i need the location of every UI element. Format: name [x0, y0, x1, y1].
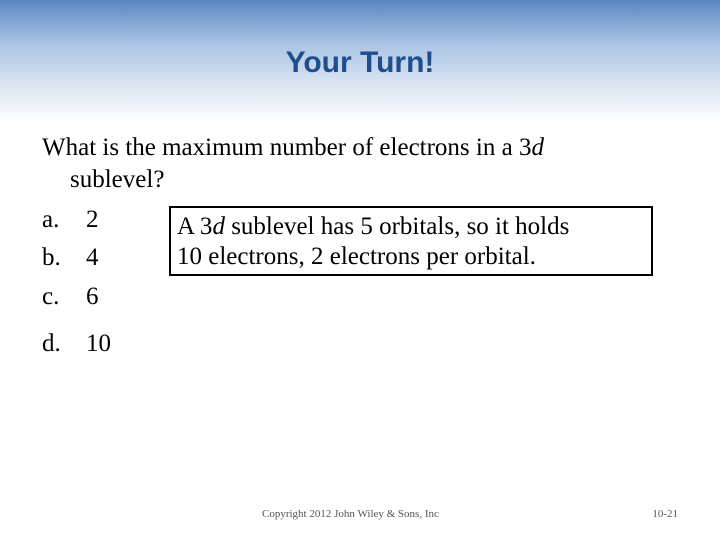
question-line-1 — [42, 132, 662, 164]
option-letter: c. — [42, 283, 60, 310]
option-value: 10 — [86, 330, 111, 357]
answer-sublevel-letter: d — [212, 213, 225, 240]
answer-line-2: 10 electrons, 2 electrons per orbital. — [177, 243, 536, 270]
option-c — [42, 283, 99, 315]
option-letter: d. — [42, 330, 61, 357]
answer-line-1 — [177, 212, 651, 242]
question-line-1-text: What is the maximum number of electrons in a 3 — [42, 134, 532, 161]
question-text — [42, 132, 662, 196]
option-letter: a. — [42, 206, 60, 233]
question-sublevel-letter: d — [531, 134, 544, 161]
option-d — [42, 330, 111, 362]
option-value: 4 — [86, 244, 99, 271]
option-value: 6 — [86, 283, 99, 310]
answer-line-1-post: sublevel has 5 orbitals, so it holds — [224, 213, 570, 240]
option-b — [42, 244, 99, 276]
slide-number: 10-21 — [652, 508, 678, 520]
answer-explanation-box — [169, 206, 653, 276]
question-line-2: sublevel? — [70, 166, 165, 193]
answer-line-1-pre: A 3 — [177, 213, 213, 240]
option-value: 2 — [86, 206, 99, 233]
slide-title: Your Turn! — [285, 46, 435, 79]
option-letter: b. — [42, 244, 61, 271]
copyright-notice: Copyright 2012 John Wiley & Sons, Inc — [262, 508, 439, 520]
option-a — [42, 206, 99, 238]
